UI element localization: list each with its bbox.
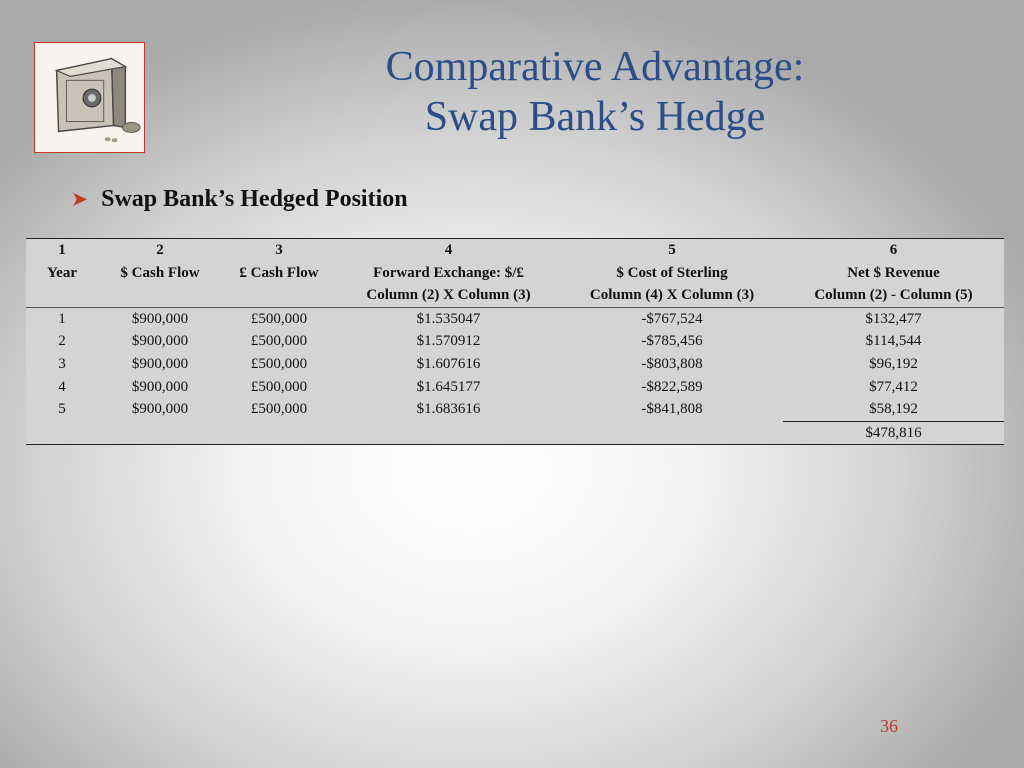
table-cell: $58,192 [869,401,918,418]
table-cell: $900,000 [131,401,189,418]
header-formula [222,284,336,307]
table-cell: $900,000 [131,333,189,350]
total-row [26,421,1004,444]
table-cell: $1.570912 [416,333,481,350]
table-cell: £500,000 [250,355,308,372]
table-row [26,330,1004,353]
hedge-table-grid [26,239,1004,444]
header-formula-row [26,284,1004,307]
safe-logo [34,42,145,153]
bullet-point [72,186,408,213]
table-cell: $132,477 [865,310,922,327]
header-number-row [26,239,1004,262]
arrow-bullet-icon: ➤ [72,189,88,209]
header-number: 2 [156,242,164,258]
header-formula [98,284,222,307]
table-cell: $114,544 [865,333,922,350]
table-cell: 3 [58,355,66,372]
table-row [26,307,1004,330]
table-cell: 4 [58,378,66,395]
bullet-text: Swap Bank’s Hedged Position [101,186,408,212]
table-row [26,353,1004,376]
table-cell: £500,000 [250,310,308,327]
hedge-table [26,238,1004,445]
page-number: 36 [880,716,898,736]
table-cell: -$785,456 [641,333,703,350]
table-cell: -$803,808 [641,355,703,372]
table-cell: $900,000 [131,310,189,327]
table-cell: $77,412 [869,378,918,395]
header-formula: Column (2) - Column (5) [783,284,1004,307]
table-row [26,376,1004,399]
header-number: 3 [275,242,283,258]
table-cell: £500,000 [250,333,308,350]
table-cell: 1 [58,310,66,327]
header-label: $ Cost of Sterling [616,264,728,281]
title-line-2: Swap Bank’s Hedge [424,94,766,140]
table-cell: -$822,589 [641,378,703,395]
header-formula [26,284,98,307]
table-cell: £500,000 [250,401,308,418]
table-cell: $1.645177 [416,378,481,395]
header-label: Year [47,264,77,281]
table-cell: 2 [58,333,66,350]
table-cell: -$767,524 [641,310,703,327]
header-number: 4 [444,242,453,258]
table-cell: $96,192 [869,355,918,372]
table-row [26,398,1004,421]
header-number: 6 [889,242,898,258]
table-cell: $900,000 [131,378,189,395]
table-cell: $900,000 [131,355,189,372]
header-number: 5 [668,242,676,258]
header-number: 1 [58,242,66,258]
header-label-row [26,262,1004,285]
header-label: $ Cash Flow [120,264,200,281]
title-line-1: Comparative Advantage: [385,44,805,90]
header-label: £ Cash Flow [239,264,319,281]
table-cell: $1.535047 [416,310,481,327]
total-value: $478,816 [783,421,1004,444]
table-cell: £500,000 [250,378,308,395]
header-formula: Column (2) X Column (3) [336,284,561,307]
header-label: Forward Exchange: $/£ [373,264,524,281]
slide-title [200,42,990,142]
safe-icon [35,43,144,152]
table-cell: 5 [58,401,66,418]
table-cell: -$841,808 [641,401,703,418]
header-formula: Column (4) X Column (3) [561,284,783,307]
table-cell: $1.683616 [416,401,481,418]
table-cell: $1.607616 [416,355,481,372]
header-label: Net $ Revenue [847,264,940,281]
